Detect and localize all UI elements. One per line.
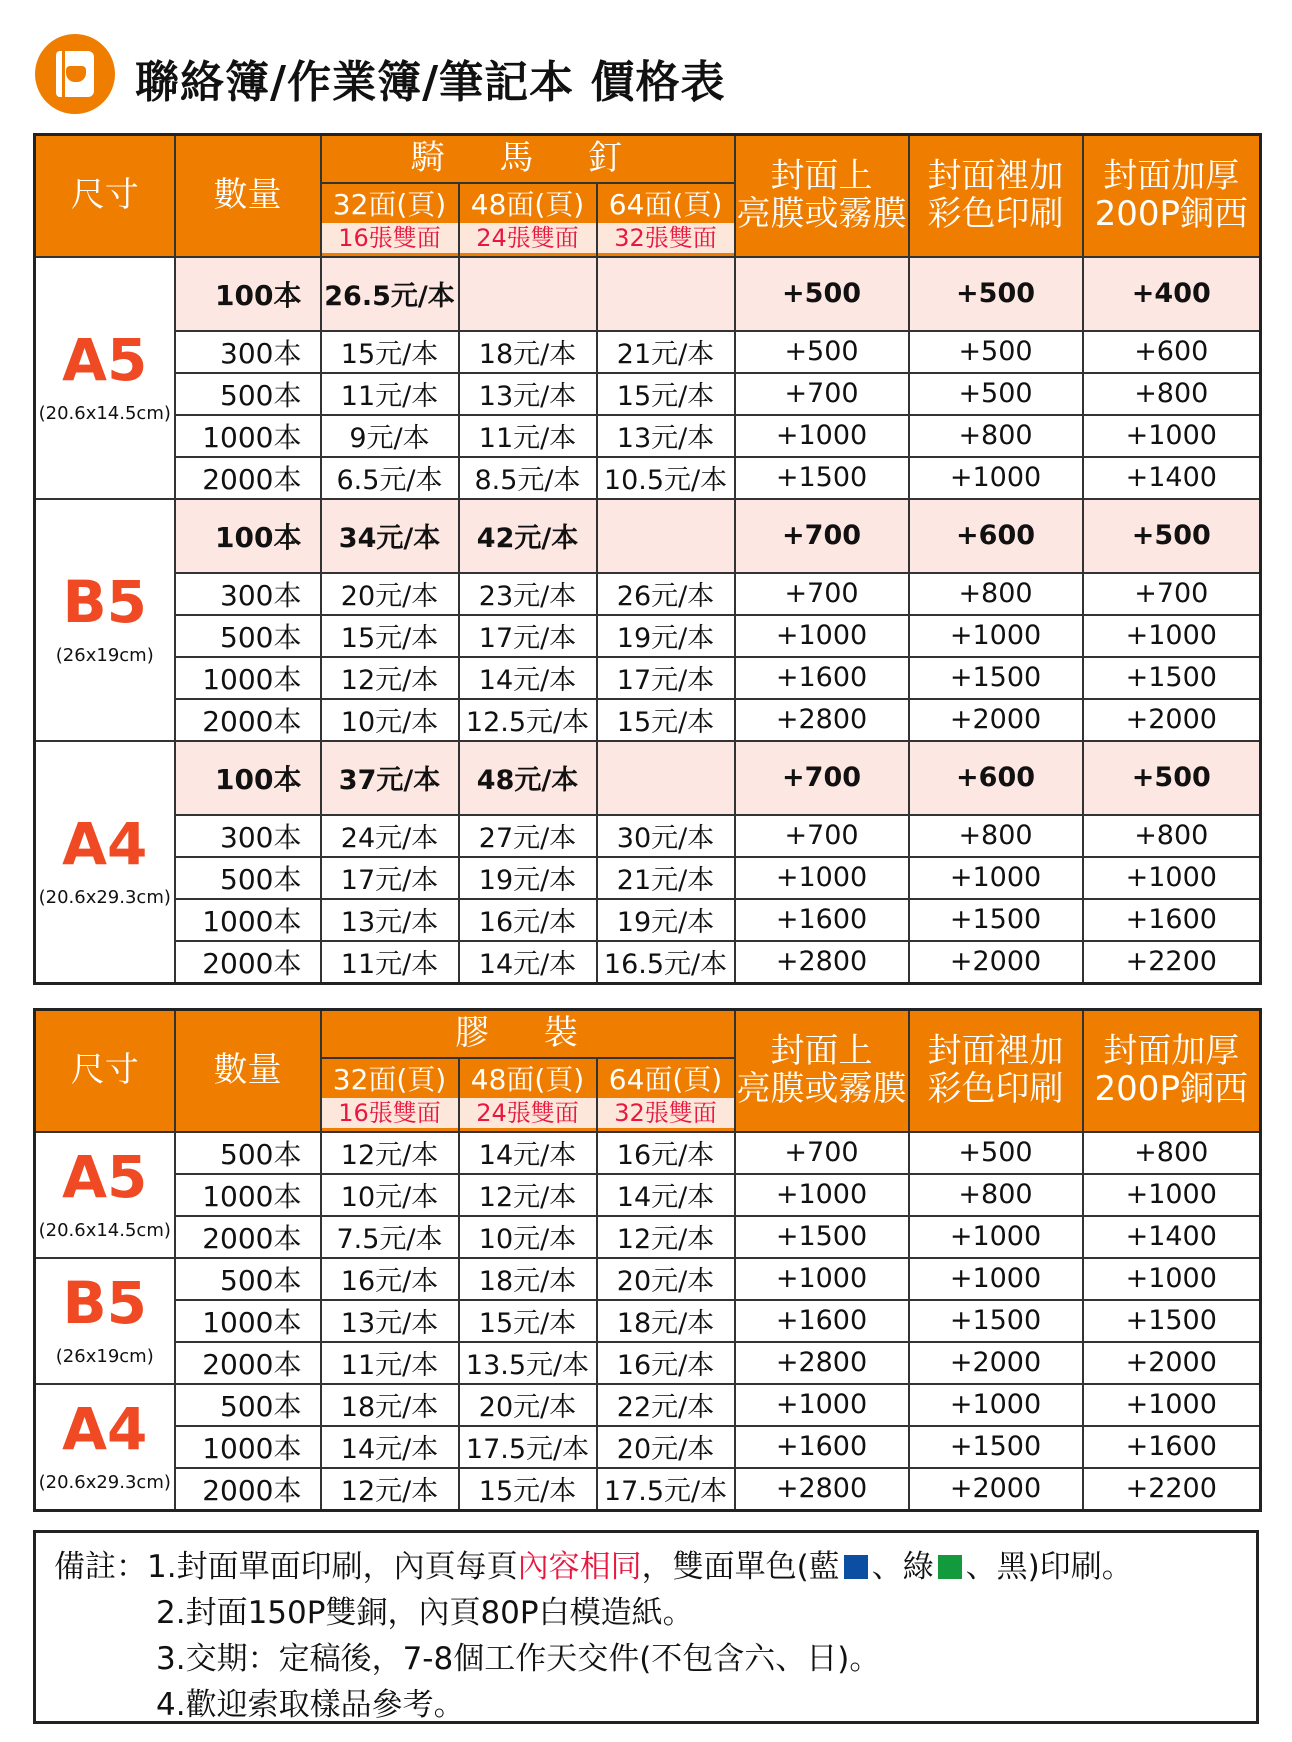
table-row [35, 457, 1261, 499]
addon-price-cell: +2200 [1083, 941, 1261, 984]
table-row [35, 1426, 1261, 1468]
quantity-cell: 2000本 [175, 1216, 321, 1258]
price-cell: 30元/本 [597, 815, 735, 857]
quantity-cell: 500本 [175, 1132, 321, 1174]
addon-price-cell: +1000 [909, 857, 1083, 899]
blue-swatch-icon [844, 1555, 868, 1579]
notes-label: 備註： [54, 1549, 147, 1585]
empty-price-cell [597, 741, 735, 815]
price-cell: 12元/本 [321, 1132, 459, 1174]
table-row [35, 899, 1261, 941]
price-cell: 9元/本 [321, 415, 459, 457]
addon-price-cell: +1000 [735, 615, 909, 657]
notes-box [33, 1530, 1259, 1724]
price-cell: 14元/本 [459, 1132, 597, 1174]
quantity-cell: 1000本 [175, 1174, 321, 1216]
addon-price-cell: +1000 [909, 1216, 1083, 1258]
price-cell: 20元/本 [597, 1258, 735, 1300]
quantity-cell: 2000本 [175, 457, 321, 499]
addon-price-cell: +1000 [909, 457, 1083, 499]
header-size: 尺寸 [35, 1010, 175, 1132]
price-cell: 16元/本 [597, 1132, 735, 1174]
addon-price-cell: +1500 [735, 457, 909, 499]
quantity-cell: 1000本 [175, 657, 321, 699]
addon-price-cell: +2200 [1083, 1468, 1261, 1511]
addon-price-cell: +1000 [1083, 415, 1261, 457]
addon-price-cell: +1600 [735, 1426, 909, 1468]
quantity-cell: 100本 [175, 257, 321, 331]
header-quantity: 數量 [175, 1010, 321, 1132]
price-cell: 12元/本 [597, 1216, 735, 1258]
addon-price-cell: +1000 [735, 1258, 909, 1300]
addon-price-cell: +700 [735, 573, 909, 615]
quantity-cell: 1000本 [175, 415, 321, 457]
price-cell: 26.5元/本 [321, 257, 459, 331]
price-cell: 14元/本 [459, 941, 597, 984]
addon-price-cell: +1000 [735, 857, 909, 899]
table-row [35, 615, 1261, 657]
header-addon-inner-color: 封面裡加 彩色印刷 [909, 1010, 1083, 1132]
price-cell: 12元/本 [321, 657, 459, 699]
header-addon-lamination: 封面上 亮膜或霧膜 [735, 135, 909, 257]
price-cell: 17元/本 [321, 857, 459, 899]
quantity-cell: 100本 [175, 741, 321, 815]
addon-price-cell: +800 [1083, 1132, 1261, 1174]
addon-price-cell: +500 [909, 1132, 1083, 1174]
table-row [35, 415, 1261, 457]
addon-price-cell: +1600 [1083, 1426, 1261, 1468]
price-cell: 20元/本 [459, 1384, 597, 1426]
table-row [35, 1174, 1261, 1216]
size-label: A5 (20.6x14.5cm) [35, 1132, 175, 1258]
empty-price-cell [459, 257, 597, 331]
addon-price-cell: +1600 [735, 899, 909, 941]
price-cell: 7.5元/本 [321, 1216, 459, 1258]
quantity-cell: 500本 [175, 857, 321, 899]
price-cell: 16元/本 [321, 1258, 459, 1300]
quantity-cell: 1000本 [175, 1426, 321, 1468]
addon-price-cell: +700 [735, 815, 909, 857]
table-row [35, 1258, 1261, 1300]
price-cell: 16.5元/本 [597, 941, 735, 984]
page-title: 聯絡簿/作業簿/筆記本 價格表 [135, 57, 726, 108]
price-cell: 18元/本 [459, 331, 597, 373]
price-cell: 27元/本 [459, 815, 597, 857]
header-binding: 騎 馬 釘 [321, 135, 735, 183]
addon-price-cell: +1000 [1083, 857, 1261, 899]
header-pages-0: 32面(頁) 16張雙面 [321, 1058, 459, 1132]
price-cell: 19元/本 [597, 615, 735, 657]
header-addon-lamination: 封面上 亮膜或霧膜 [735, 1010, 909, 1132]
addon-price-cell: +1000 [909, 1384, 1083, 1426]
price-cell: 15元/本 [597, 699, 735, 741]
quantity-cell: 300本 [175, 815, 321, 857]
table-row [35, 1300, 1261, 1342]
table-row [35, 499, 1261, 573]
price-cell: 17元/本 [597, 657, 735, 699]
price-cell: 15元/本 [459, 1300, 597, 1342]
header-addon-inner-color: 封面裡加 彩色印刷 [909, 135, 1083, 257]
price-cell: 13元/本 [597, 415, 735, 457]
header-size: 尺寸 [35, 135, 175, 257]
price-cell: 17元/本 [459, 615, 597, 657]
price-cell: 10元/本 [321, 1174, 459, 1216]
addon-price-cell: +700 [735, 373, 909, 415]
price-cell: 8.5元/本 [459, 457, 597, 499]
size-label: A5 (20.6x14.5cm) [35, 257, 175, 499]
addon-price-cell: +700 [735, 1132, 909, 1174]
addon-price-cell: +400 [1083, 257, 1261, 331]
green-swatch-icon [938, 1555, 962, 1579]
quantity-cell: 500本 [175, 1258, 321, 1300]
addon-price-cell: +500 [735, 257, 909, 331]
price-cell: 48元/本 [459, 741, 597, 815]
price-cell: 14元/本 [597, 1174, 735, 1216]
price-cell: 20元/本 [597, 1426, 735, 1468]
note-4: 4.歡迎索取樣品參考。 [156, 1687, 465, 1723]
addon-price-cell: +1600 [1083, 899, 1261, 941]
price-cell: 10元/本 [321, 699, 459, 741]
addon-price-cell: +1400 [1083, 457, 1261, 499]
addon-price-cell: +1000 [735, 1174, 909, 1216]
addon-price-cell: +1000 [1083, 1258, 1261, 1300]
empty-price-cell [597, 499, 735, 573]
addon-price-cell: +1000 [1083, 615, 1261, 657]
addon-price-cell: +1000 [909, 615, 1083, 657]
table-row [35, 1342, 1261, 1384]
price-cell: 21元/本 [597, 857, 735, 899]
addon-price-cell: +1500 [909, 657, 1083, 699]
header-pages-0: 32面(頁) 16張雙面 [321, 183, 459, 257]
addon-price-cell: +800 [1083, 373, 1261, 415]
table-row [35, 857, 1261, 899]
price-cell: 11元/本 [459, 415, 597, 457]
quantity-cell: 500本 [175, 1384, 321, 1426]
price-cell: 12元/本 [321, 1468, 459, 1511]
table-row [35, 941, 1261, 984]
price-cell: 13元/本 [459, 373, 597, 415]
addon-price-cell: +800 [909, 573, 1083, 615]
addon-price-cell: +1500 [735, 1216, 909, 1258]
addon-price-cell: +1500 [1083, 1300, 1261, 1342]
price-cell: 26元/本 [597, 573, 735, 615]
table-row [35, 1384, 1261, 1426]
price-cell: 18元/本 [597, 1300, 735, 1342]
addon-price-cell: +1500 [909, 899, 1083, 941]
table-row [35, 1216, 1261, 1258]
addon-price-cell: +500 [735, 331, 909, 373]
table-row [35, 657, 1261, 699]
price-cell: 37元/本 [321, 741, 459, 815]
addon-price-cell: +600 [909, 499, 1083, 573]
addon-price-cell: +2000 [909, 699, 1083, 741]
addon-price-cell: +1500 [909, 1426, 1083, 1468]
quantity-cell: 100本 [175, 499, 321, 573]
addon-price-cell: +500 [909, 331, 1083, 373]
table-row [35, 331, 1261, 373]
addon-price-cell: +2000 [1083, 699, 1261, 741]
empty-price-cell [597, 257, 735, 331]
price-cell: 17.5元/本 [459, 1426, 597, 1468]
table-row [35, 1468, 1261, 1511]
price-cell: 13元/本 [321, 899, 459, 941]
header-binding: 膠 裝 [321, 1010, 735, 1058]
note-highlight: 內容相同 [517, 1549, 642, 1585]
price-cell: 11元/本 [321, 941, 459, 984]
price-cell: 20元/本 [321, 573, 459, 615]
size-label: A4 (20.6x29.3cm) [35, 1384, 175, 1511]
quantity-cell: 1000本 [175, 1300, 321, 1342]
price-cell: 10元/本 [459, 1216, 597, 1258]
quantity-cell: 300本 [175, 573, 321, 615]
addon-price-cell: +600 [909, 741, 1083, 815]
header-pages-2: 64面(頁) 32張雙面 [597, 183, 735, 257]
addon-price-cell: +800 [909, 815, 1083, 857]
addon-price-cell: +2000 [1083, 1342, 1261, 1384]
price-cell: 42元/本 [459, 499, 597, 573]
table-row [35, 373, 1261, 415]
addon-price-cell: +800 [909, 415, 1083, 457]
price-cell: 6.5元/本 [321, 457, 459, 499]
addon-price-cell: +1600 [735, 657, 909, 699]
price-cell: 14元/本 [321, 1426, 459, 1468]
quantity-cell: 2000本 [175, 1342, 321, 1384]
addon-price-cell: +2800 [735, 1468, 909, 1511]
header-pages-2: 64面(頁) 32張雙面 [597, 1058, 735, 1132]
addon-price-cell: +1000 [735, 415, 909, 457]
price-cell: 22元/本 [597, 1384, 735, 1426]
addon-price-cell: +2800 [735, 699, 909, 741]
table-row [35, 257, 1261, 331]
price-cell: 24元/本 [321, 815, 459, 857]
addon-price-cell: +1500 [909, 1300, 1083, 1342]
addon-price-cell: +1000 [909, 1258, 1083, 1300]
addon-price-cell: +800 [909, 1174, 1083, 1216]
note-1: 備註：1.封面單面印刷，內頁每頁內容相同，雙面單色(藍 、綠 、黑)印刷。 [54, 1549, 1133, 1585]
addon-price-cell: +1000 [735, 1384, 909, 1426]
addon-price-cell: +500 [909, 257, 1083, 331]
quantity-cell: 2000本 [175, 699, 321, 741]
header-addon-thick-cover: 封面加厚 200P銅西 [1083, 135, 1261, 257]
price-cell: 13.5元/本 [459, 1342, 597, 1384]
addon-price-cell: +500 [1083, 499, 1261, 573]
addon-price-cell: +2800 [735, 1342, 909, 1384]
price-cell: 19元/本 [597, 899, 735, 941]
addon-price-cell: +2000 [909, 1342, 1083, 1384]
addon-price-cell: +500 [909, 373, 1083, 415]
addon-price-cell: +700 [735, 499, 909, 573]
addon-price-cell: +700 [1083, 573, 1261, 615]
price-cell: 21元/本 [597, 331, 735, 373]
addon-price-cell: +2000 [909, 941, 1083, 984]
quantity-cell: 500本 [175, 373, 321, 415]
note-2: 2.封面150P雙銅，內頁80P白模造紙。 [156, 1595, 694, 1631]
header-pages-1: 48面(頁) 24張雙面 [459, 1058, 597, 1132]
quantity-cell: 500本 [175, 615, 321, 657]
addon-price-cell: +1000 [1083, 1174, 1261, 1216]
addon-price-cell: +2800 [735, 941, 909, 984]
price-cell: 11元/本 [321, 1342, 459, 1384]
quantity-cell: 1000本 [175, 899, 321, 941]
price-cell: 18元/本 [321, 1384, 459, 1426]
addon-price-cell: +1500 [1083, 657, 1261, 699]
price-cell: 17.5元/本 [597, 1468, 735, 1511]
quantity-cell: 2000本 [175, 1468, 321, 1511]
price-cell: 13元/本 [321, 1300, 459, 1342]
price-cell: 14元/本 [459, 657, 597, 699]
notebook-logo-icon [35, 34, 115, 114]
price-cell: 15元/本 [321, 331, 459, 373]
quantity-cell: 300本 [175, 331, 321, 373]
size-label: B5 (26x19cm) [35, 499, 175, 741]
size-label: A4 (20.6x29.3cm) [35, 741, 175, 984]
table-row [35, 741, 1261, 815]
addon-price-cell: +1400 [1083, 1216, 1261, 1258]
addon-price-cell: +700 [735, 741, 909, 815]
price-cell: 34元/本 [321, 499, 459, 573]
saddle-stitch-price-table [33, 133, 1262, 985]
price-cell: 11元/本 [321, 373, 459, 415]
addon-price-cell: +1600 [735, 1300, 909, 1342]
addon-price-cell: +600 [1083, 331, 1261, 373]
price-cell: 15元/本 [597, 373, 735, 415]
price-cell: 16元/本 [459, 899, 597, 941]
price-cell: 23元/本 [459, 573, 597, 615]
price-cell: 12元/本 [459, 1174, 597, 1216]
header-pages-1: 48面(頁) 24張雙面 [459, 183, 597, 257]
addon-price-cell: +500 [1083, 741, 1261, 815]
size-label: B5 (26x19cm) [35, 1258, 175, 1384]
price-cell: 18元/本 [459, 1258, 597, 1300]
price-cell: 10.5元/本 [597, 457, 735, 499]
price-cell: 15元/本 [459, 1468, 597, 1511]
table-row [35, 815, 1261, 857]
addon-price-cell: +1000 [1083, 1384, 1261, 1426]
header-addon-thick-cover: 封面加厚 200P銅西 [1083, 1010, 1261, 1132]
addon-price-cell: +2000 [909, 1468, 1083, 1511]
price-cell: 16元/本 [597, 1342, 735, 1384]
price-cell: 19元/本 [459, 857, 597, 899]
table-row [35, 699, 1261, 741]
quantity-cell: 2000本 [175, 941, 321, 984]
price-cell: 15元/本 [321, 615, 459, 657]
addon-price-cell: +800 [1083, 815, 1261, 857]
table-row [35, 573, 1261, 615]
table-row [35, 1132, 1261, 1174]
note-3: 3.交期：定稿後，7-8個工作天交件(不包含六、日)。 [156, 1641, 881, 1677]
glue-binding-price-table [33, 1008, 1262, 1512]
price-cell: 12.5元/本 [459, 699, 597, 741]
header-quantity: 數量 [175, 135, 321, 257]
